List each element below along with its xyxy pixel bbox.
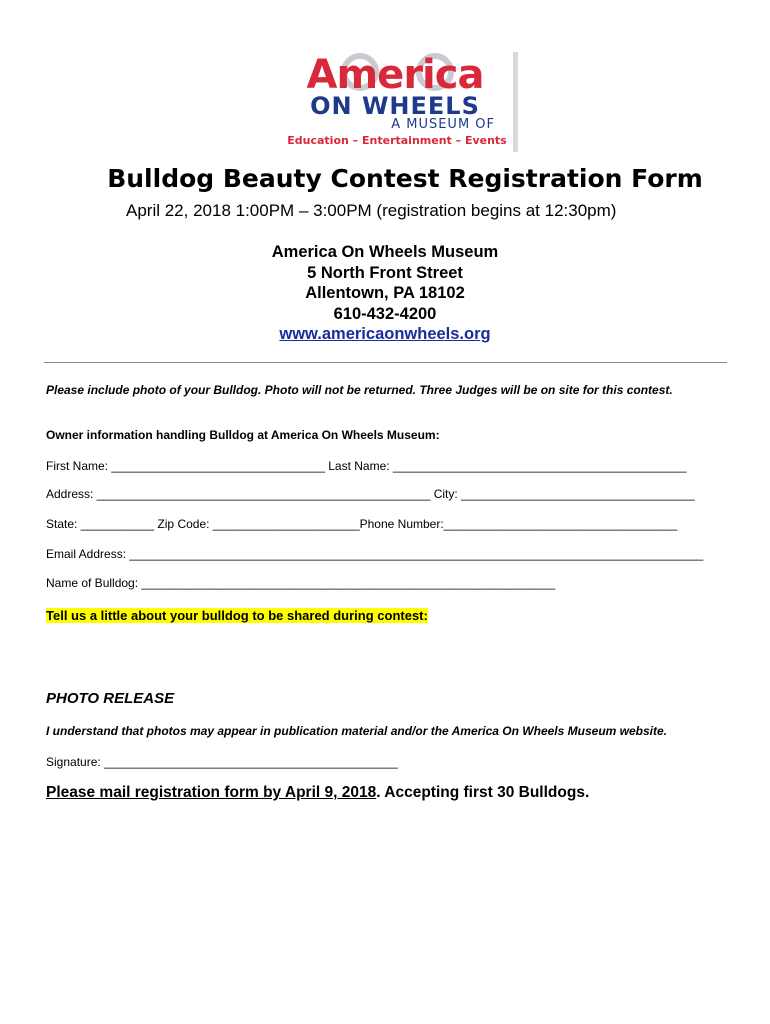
mail-accepting: . Accepting first 30 Bulldogs.: [376, 784, 590, 801]
address-fields[interactable]: Address: __________________________________________________ City: ___________________________________: [46, 487, 695, 501]
tell-us-text: Tell us a little about your bulldog to be shared during contest:: [46, 608, 428, 623]
tell-us-prompt: [46, 608, 428, 623]
bulldog-name-field[interactable]: Name of Bulldog: ______________________________________________________________: [46, 576, 556, 590]
museum-logo: [275, 52, 519, 152]
divider: [44, 362, 727, 363]
logo-america: America: [306, 52, 484, 98]
photo-notice: Please include photo of your Bulldog. Photo will not be returned. Three Judges will be on site for this contest.: [46, 383, 673, 397]
photo-release-text: I understand that photos may appear in publication material and/or the America On Wheels Museum website.: [46, 724, 668, 738]
event-date: April 22, 2018 1:00PM – 3:00PM (registration begins at 12:30pm): [126, 201, 617, 220]
name-fields[interactable]: First Name: ________________________________ Last Name: ____________________________________________: [46, 459, 687, 473]
signature-field[interactable]: Signature: ____________________________________________: [46, 755, 398, 769]
mail-deadline: Please mail registration form by April 9, 2018: [46, 784, 377, 801]
museum-city: Allentown, PA 18102: [305, 284, 465, 302]
state-zip-phone-fields[interactable]: State: ___________ Zip Code: ______________________Phone Number:___________________________________: [46, 517, 678, 531]
museum-name: America On Wheels Museum: [271, 243, 499, 261]
photo-release-heading: PHOTO RELEASE: [46, 690, 175, 707]
email-field[interactable]: Email Address: ______________________________________________________________________________________: [46, 547, 704, 561]
owner-heading: Owner information handling Bulldog at America On Wheels Museum:: [46, 428, 440, 442]
logo-museum-of: A MUSEUM OF: [391, 117, 495, 132]
mail-instruction: [46, 784, 589, 802]
museum-street: 5 North Front Street: [307, 263, 463, 282]
logo-tagline: Education – Entertainment – Events: [287, 134, 507, 147]
logo-on-wheels: ON WHEELS: [310, 92, 480, 120]
museum-address: [200, 242, 570, 345]
museum-website-link[interactable]: www.americaonwheels.org: [279, 325, 491, 343]
form-title: Bulldog Beauty Contest Registration Form: [107, 164, 703, 193]
museum-phone: 610-432-4200: [333, 304, 437, 323]
